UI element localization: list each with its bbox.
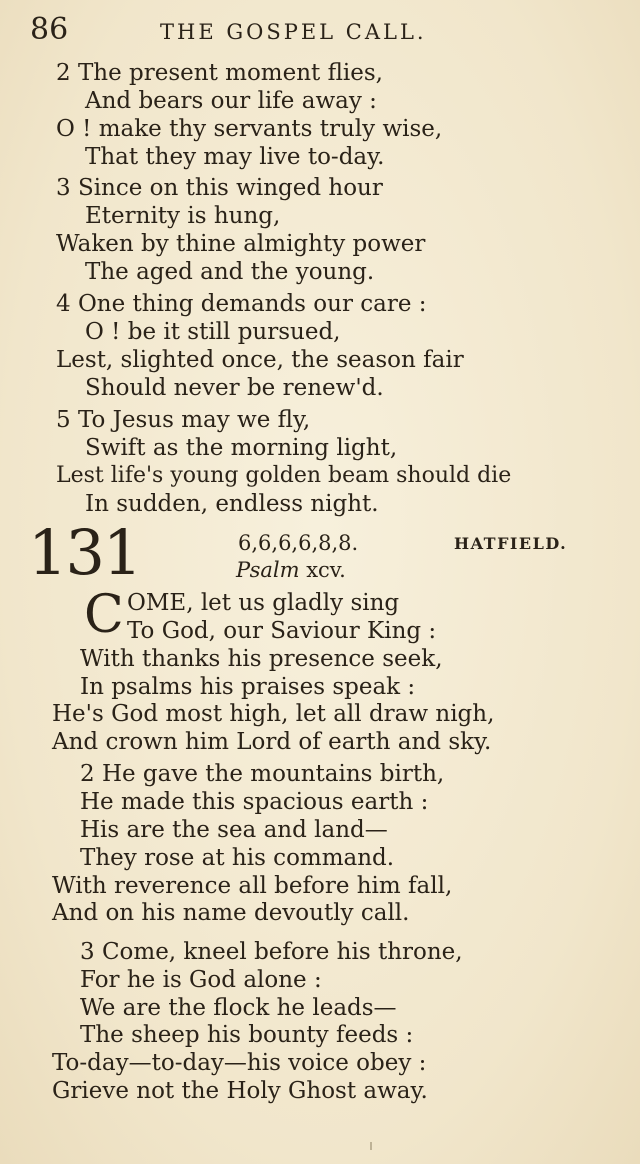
verse-line: 3 Come, kneel before his throne, xyxy=(80,939,463,965)
verse-line: OME, let us gladly sing xyxy=(127,590,400,616)
page-header xyxy=(30,12,620,48)
verse-line: To-day—to-day—his voice obey : xyxy=(52,1050,427,1076)
verse-line: 2 The present moment flies, xyxy=(56,60,383,86)
verse-line: He made this spacious earth : xyxy=(80,789,429,815)
running-head: THE GOSPEL CALL. xyxy=(160,20,427,44)
source-label: Psalm xyxy=(236,558,300,582)
verse-line: And bears our life away : xyxy=(85,88,377,114)
verse-line: With thanks his presence seek, xyxy=(80,646,443,672)
verse-line: Lest life's young golden beam should die xyxy=(56,463,512,488)
verse-line: 3 Since on this winged hour xyxy=(56,175,383,201)
verse-line: 5 To Jesus may we fly, xyxy=(56,407,311,433)
verse-line: Should never be renew'd. xyxy=(85,375,384,401)
source-ref: xcv. xyxy=(306,558,346,582)
print-mark xyxy=(370,1142,372,1150)
hymn-number: 131 xyxy=(28,516,141,589)
page-number: 86 xyxy=(30,12,69,47)
verse-line: And on his name devoutly call. xyxy=(52,900,410,926)
verse-line: 4 One thing demands our care : xyxy=(56,291,427,317)
verse-line: O ! be it still pursued, xyxy=(85,319,341,345)
verse-line: 2 He gave the mountains birth, xyxy=(80,761,445,787)
verse-line: The sheep his bounty feeds : xyxy=(80,1022,414,1048)
verse-line: We are the flock he leads— xyxy=(80,995,397,1021)
verse-line: With reverence all before him fall, xyxy=(52,873,453,899)
verse-line: He's God most high, let all draw nigh, xyxy=(52,701,495,727)
scripture-source xyxy=(236,557,346,583)
verse-line: That they may live to-day. xyxy=(85,144,385,170)
tune-name: HATFIELD. xyxy=(454,534,568,553)
verse-line: His are the sea and land— xyxy=(80,817,388,843)
verse-line: Swift as the morning light, xyxy=(85,435,398,461)
verse-line: O ! make thy servants truly wise, xyxy=(56,116,443,142)
verse-line: To God, our Saviour King : xyxy=(127,618,437,644)
verse-line: They rose at his command. xyxy=(80,845,395,871)
verse-line: Grieve not the Holy Ghost away. xyxy=(52,1078,428,1104)
verse-line: In psalms his praises speak : xyxy=(80,674,416,700)
drop-cap: C xyxy=(84,585,124,645)
verse-line: The aged and the young. xyxy=(85,259,375,285)
verse-line: And crown him Lord of earth and sky. xyxy=(52,729,492,755)
hymn-meter: 6,6,6,6,8,8. xyxy=(238,531,359,555)
verse-line: Eternity is hung, xyxy=(85,203,281,229)
verse-line: For he is God alone : xyxy=(80,967,322,993)
verse-line: Waken by thine almighty power xyxy=(56,231,426,257)
verse-line: In sudden, endless night. xyxy=(85,491,379,517)
verse-line: Lest, slighted once, the season fair xyxy=(56,347,464,373)
